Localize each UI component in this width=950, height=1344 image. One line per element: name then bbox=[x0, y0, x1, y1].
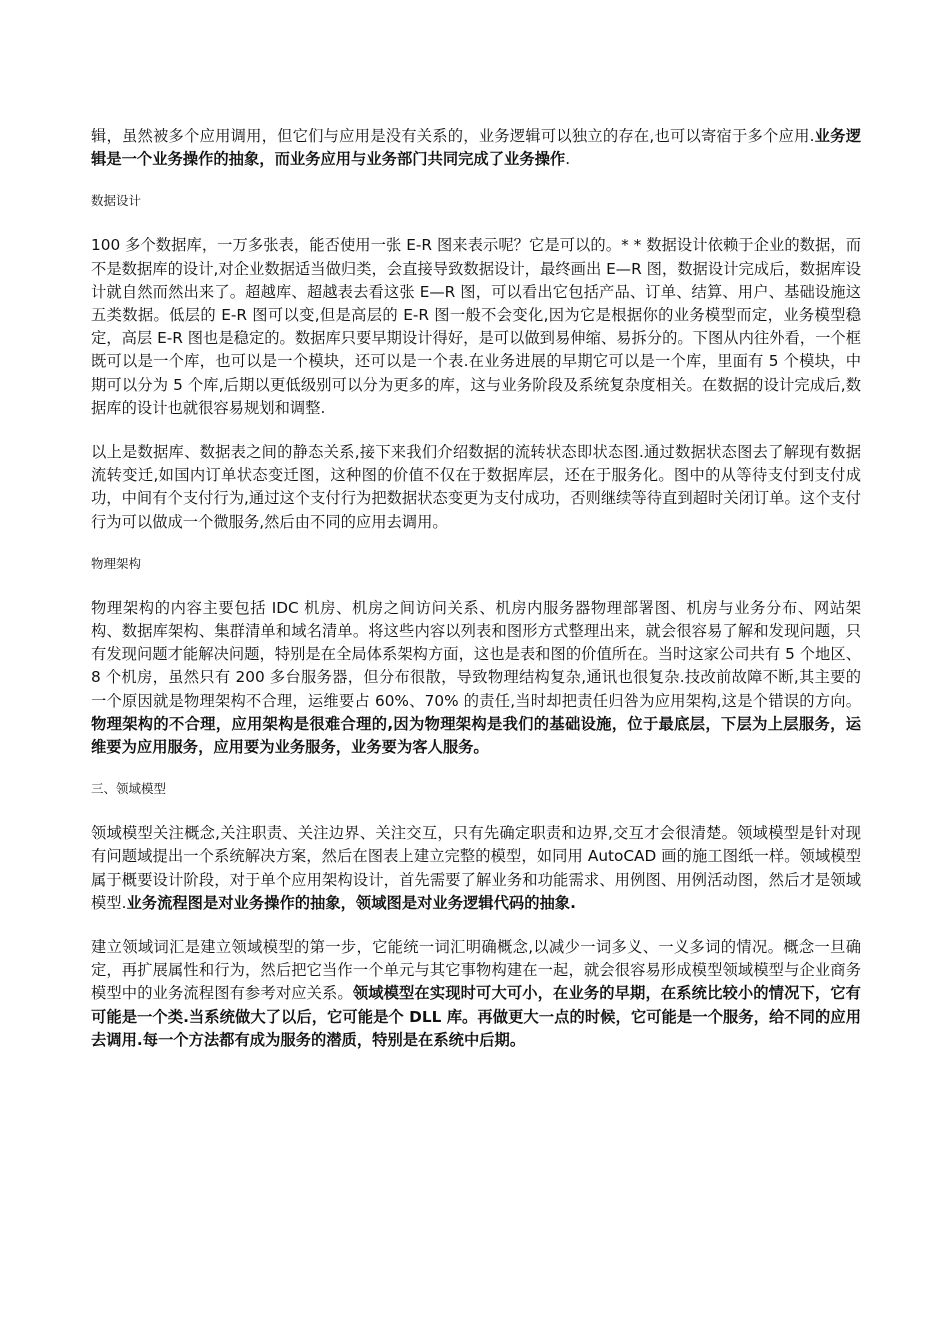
paragraph-bold-text: 领域模型在实现时可大可小，在业务的早期，在系统比较小的情况下，它有可能是一个类.当系统做大了以后，它可能是个 DLL 库。再做更大一点的时候，它可能是一个服务，给不同的应用去调用.每一个方法都有成为服务的潜质，特别是在系统中后期。 bbox=[91, 984, 861, 1049]
paragraph-state-diagram: 以上是数据库、数据表之间的静态关系,接下来我们介绍数据的流转状态即状态图.通过数据状态图去了解现有数据流转变迁,如国内订单状态变迁图，这种图的价值不仅在于数据库层，还在于服务化。图中的从等待支付到支付成功，中间有个支付行为,通过这个支付行为把数据状态变更为支付成功，否则继续等待直到超时关闭订单。这个支付行为可以做成一个微服务,然后由不同的应用去调用。 bbox=[91, 443, 861, 531]
section-heading-domain-model: 三、领域模型 bbox=[91, 781, 167, 797]
paragraph-bold-text: 业务流程图是对业务操作的抽象，领域图是对业务逻辑代码的抽象. bbox=[126, 893, 576, 912]
paragraph-domain-model bbox=[91, 822, 861, 915]
paragraph-text: 辑，虽然被多个应用调用，但它们与应用是没有关系的，业务逻辑可以独立的存在,也可以寄宿于多个应用. bbox=[91, 127, 815, 145]
paragraph-physical-architecture bbox=[91, 597, 861, 759]
paragraph-domain-vocabulary bbox=[91, 936, 861, 1052]
paragraph-text-end: . bbox=[565, 150, 571, 169]
paragraph-business-logic bbox=[91, 125, 861, 171]
paragraph-bold-text: 业务逻辑是一个业务操作的抽象，而业务应用与业务部门共同完成了业务操作 bbox=[91, 127, 861, 169]
paragraph-text: 物理架构的内容主要包括 IDC 机房、机房之间访问关系、机房内服务器物理部署图、机房与业务分布、网站架构、数据库架构、集群清单和域名清单。将这些内容以列表和图形方式整理出来，就会很容易了解和发现问题，只有发现问题才能解决问题，特别是在全局体系架构方面，这也是表和图的价值所在。当时这家公司共有 5 个地区、8 个机房，虽然只有 200 多台服务器，但分布很散，导致物理结构复杂,通讯也很复杂.技改前故障不断,其主要的一个原因就是物理架构不合理，运维要占 60%、70% 的责任,当时却把责任归咎为应用架构,这是个错误的方向。 bbox=[91, 598, 861, 710]
section-heading-physical-architecture: 物理架构 bbox=[91, 555, 142, 571]
paragraph-data-design: 100 多个数据库，一万多张表，能否使用一张 E-R 图来表示呢？它是可以的。* * 数据设计依赖于企业的数据，而不是数据库的设计,对企业数据适当做归类，会直接导致数据设计，最终画出 E—R 图，数据设计完成后，数据库设计就自然而然出来了。超越库、超越表去看这张 E—R 图，可以看出它包括产品、订单、结算、用户、基础设施这五类数据。低层的 E-R 图可以变,但是高层的 E-R 图一般不会变化,因为它是根据你的业务模型而定，业务模型稳定，高层 E-R 图也是稳定的。数据库只要早期设计得好，是可以做到易伸缩、易拆分的。下图从内往外看，一个框既可以是一个库，也可以是一个模块，还可以是一个表.在业务进展的早期它可以是一个库，里面有 5 个模块，中期可以分为 5 个库,后期以更低级别可以分为更多的库，这与业务阶段及系统复杂度相关。在数据的设计完成后,数据库的设计也就很容易规划和调整. bbox=[91, 236, 861, 417]
section-heading-data-design: 数据设计 bbox=[91, 193, 142, 209]
paragraph-bold-text: 物理架构的不合理，应用架构是很难合理的,因为物理架构是我们的基础设施，位于最底层，下层为上层服务，运维要为应用服务，应用要为业务服务，业务要为客人服务。 bbox=[91, 714, 861, 757]
paragraph-text: 建立领域词汇是建立领域模型的第一步，它能统一词汇明确概念,以减少一词多义、一义多词的情况。概念一旦确定，再扩展属性和行为，然后把它当作一个单元与其它事物构建在一起，就会很容易形成模型领域模型与企业商务模型中的业务流程图有参考对应关系。 bbox=[91, 938, 861, 1003]
paragraph-text: 领域模型关注概念,关注职责、关注边界、关注交互，只有先确定职责和边界,交互才会很清楚。领域模型是针对现有问题域提出一个系统解决方案，然后在图表上建立完整的模型，如同用 AutoCAD 画的施工图纸一样。领域模型属于概要设计阶段，对于单个应用架构设计，首先需要了解业务和功能需求、用例图、用例活动图，然后才是领域模型. bbox=[91, 824, 861, 912]
document-body bbox=[91, 125, 861, 1052]
